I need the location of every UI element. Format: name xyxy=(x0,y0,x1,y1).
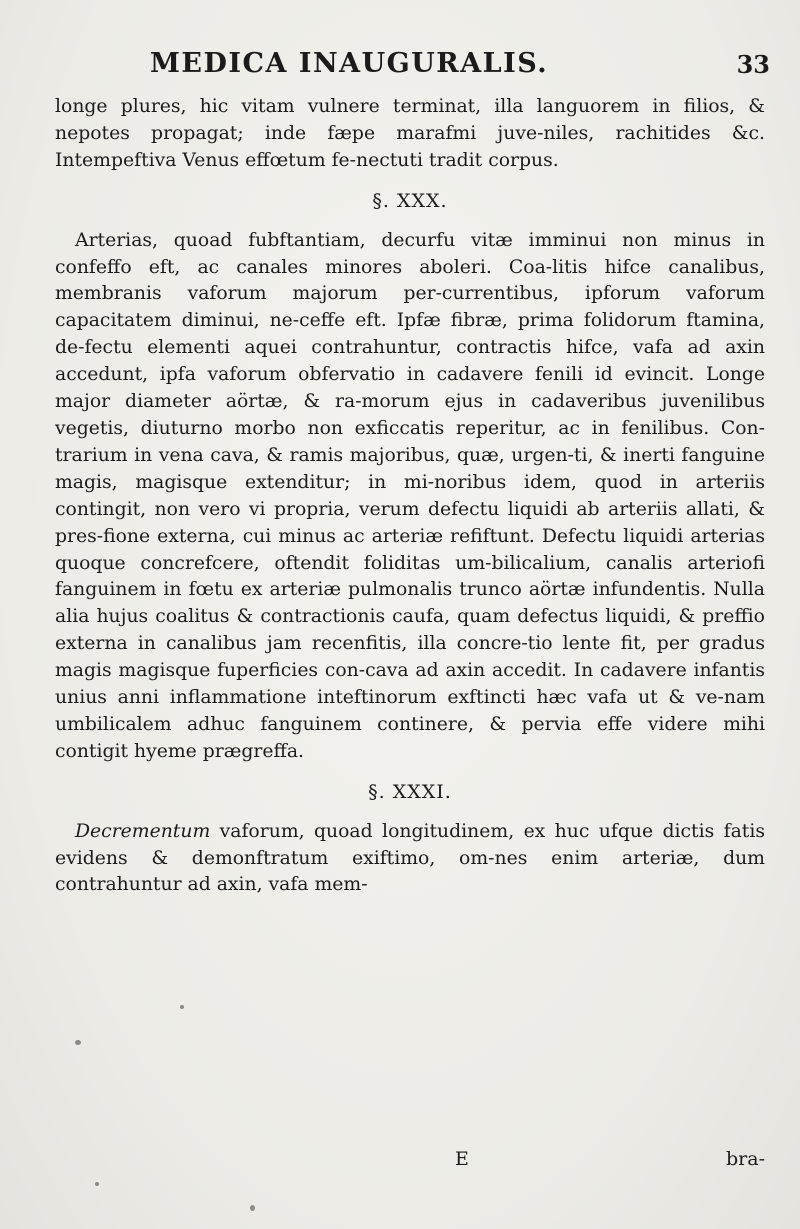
page-header xyxy=(150,48,770,92)
section-heading-30: §. XXX. xyxy=(372,189,448,212)
signature-mark: E xyxy=(455,1148,469,1170)
section-31-lead-word: Decrementum xyxy=(75,820,211,842)
intro-paragraph: longe plures, hic vitam vulnere terminat, illa languorem in filios, & nepotes propagat; inde fæpe marafmi juve-niles, rachitides &c. Intempeftiva Venus effœtum fe-nectuti tradit corpus. xyxy=(55,96,765,171)
running-title: MEDICA INAUGURALIS. xyxy=(150,48,549,79)
paper-speck xyxy=(250,1205,255,1211)
page-footer xyxy=(55,1146,765,1176)
paper-speck xyxy=(180,1005,184,1009)
section-31-paragraph xyxy=(55,819,765,900)
section-31-text: vaforum, quoad longitudinem, ex huc ufque dictis fatis evidens & demonftratum exiftimo, om-nes enim arteriæ, dum contrahuntur ad axin, vafa mem- xyxy=(55,820,765,896)
section-30-paragraph: Arterias, quoad fubftantiam, decurfu vitæ imminui non minus in confeffo eft, ac canales minores aboleri. Coa-litis hifce canalibus, membranis vaforum majorum per-currentibus, ipforum vaforum capacitatem diminui, ne-ceffe eft. Ipfæ fibræ, prima folidorum ftamina, de-fectu elementi aquei contrahuntur, contractis hifce, vafa ad axin accedunt, ipfa vaforum obfervatio in cadavere fenili id evincit. Longe major diameter aörtæ, & ra-morum ejus in cadaveribus juvenilibus vegetis, diuturno morbo non exficcatis reperitur, ac in fenilibus. Con-trarium in vena cava, & ramis majoribus, quæ, urgen-ti, & inerti fanguine magis, magisque extenditur; in mi-noribus idem, quod in arteriis contingit, non vero vi propria, verum defectu liquidi ab arteriis allati, & pres-fione externa, cui minus ac arteriæ refiftunt. Defectu liquidi arterias quoque concrefcere, oftendit foliditas um-bilicalium, canalis arteriofi fanguinem in fœtu ex arteriæ pulmonalis trunco aörtæ infundentis. Nulla alia hujus coalitus & contractionis caufa, quam defectus liquidi, & preffio externa in canalibus jam recenfitis, illa concre-tio lente fit, per gradus magis magisque fuperficies con-cava ad axin accedit. In cadavere infantis unius anni inflammatione inteftinorum exftincti hæc vafa ut & ve-nam umbilicalem adhuc fanguinem continere, & pervia effe videre mihi contigit hyeme prægreffa. xyxy=(55,229,765,762)
catchword: bra- xyxy=(726,1148,765,1170)
paper-speck xyxy=(75,1040,81,1045)
body-text xyxy=(55,94,765,1170)
page-number: 33 xyxy=(736,50,770,79)
section-heading-31: §. XXXI. xyxy=(368,780,452,803)
paper-speck xyxy=(95,1182,99,1186)
